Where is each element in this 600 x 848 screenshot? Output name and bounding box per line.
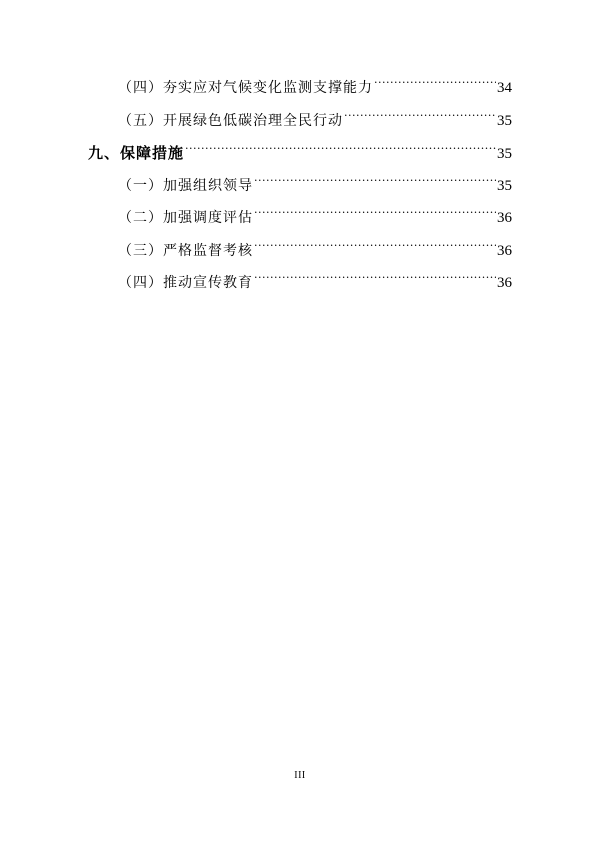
page-number-footer: III <box>294 770 306 781</box>
toc-entry[interactable] <box>88 271 512 304</box>
toc-dot-leader <box>254 176 496 190</box>
toc-entry[interactable] <box>88 206 512 239</box>
toc-dot-leader <box>254 273 496 287</box>
toc-entry-title: （五）开展绿色低碳治理全民行动 <box>118 112 343 129</box>
toc-dot-leader <box>254 241 496 255</box>
toc-entry[interactable] <box>88 109 512 142</box>
toc-entry[interactable] <box>88 239 512 272</box>
toc-page-number: 36 <box>497 242 512 259</box>
toc-entry-title: （四）推动宣传教育 <box>118 275 253 291</box>
toc-entry-title: （三）严格监督考核 <box>118 242 253 259</box>
toc-page-number: 36 <box>497 210 512 226</box>
toc-page-number: 34 <box>497 80 512 96</box>
toc-entry-title: （二）加强调度评估 <box>118 210 253 226</box>
toc-page-number: 35 <box>497 112 512 129</box>
toc-entry-title: （一）加强组织领导 <box>118 177 253 194</box>
toc-entry-title: （四）夯实应对气候变化监测支撑能力 <box>118 80 373 96</box>
toc-page-number: 35 <box>497 177 512 194</box>
table-of-contents <box>88 76 512 304</box>
toc-page-number: 35 <box>497 146 512 162</box>
toc-entry[interactable] <box>88 174 512 207</box>
toc-entry[interactable] <box>88 76 512 109</box>
toc-dot-leader <box>374 78 496 92</box>
toc-chapter-entry[interactable] <box>88 141 512 174</box>
toc-page-number: 36 <box>497 275 512 291</box>
toc-chapter-title: 九、保障措施 <box>88 144 185 162</box>
toc-dot-leader <box>254 208 496 222</box>
toc-dot-leader <box>185 144 496 158</box>
toc-dot-leader <box>344 111 496 125</box>
